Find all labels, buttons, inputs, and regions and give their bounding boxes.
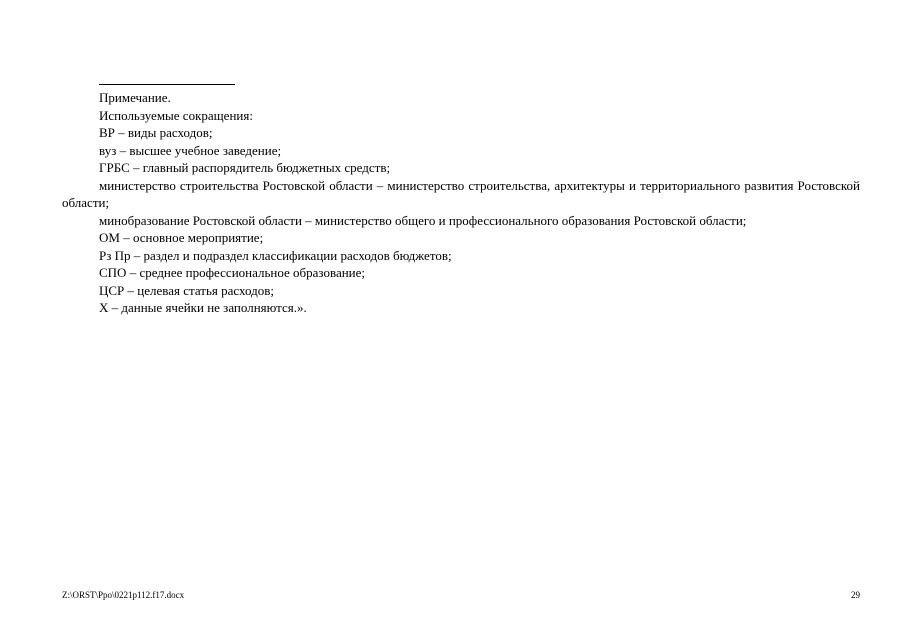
abbreviation-item: вуз – высшее учебное заведение;	[99, 142, 282, 158]
notes-section	[62, 89, 860, 317]
abbreviation-item: ОМ – основное мероприятие;	[99, 230, 264, 245]
footer-file-path: Z:\ORST\Ppo\0221p112.f17.docx	[62, 590, 185, 600]
abbreviation-item: ГРБС – главный распорядитель бюджетных средств;	[99, 160, 391, 175]
abbreviation-item: Рз Пр – раздел и подраздел классификации расходов бюджетов;	[99, 247, 452, 263]
notes-intro: Используемые сокращения:	[99, 107, 253, 123]
notes-title: Примечание.	[99, 90, 171, 105]
abbreviation-item: минобразование Ростовской области – министерство общего и профессионального образования Ростовской области;	[99, 212, 747, 228]
abbreviation-item: министерство строительства Ростовской области – министерство строительства, архитектуры и территориального развития Ростовской области;	[62, 177, 860, 210]
abbreviation-item: СПО – среднее профессиональное образование;	[99, 265, 366, 280]
footnote-separator-line	[99, 84, 235, 85]
page-number: 29	[851, 590, 860, 600]
abbreviation-item: ЦСР – целевая статья расходов;	[99, 282, 274, 298]
abbreviation-item: ВР – виды расходов;	[99, 125, 213, 140]
abbreviation-item: Х – данные ячейки не заполняются.».	[99, 300, 307, 315]
